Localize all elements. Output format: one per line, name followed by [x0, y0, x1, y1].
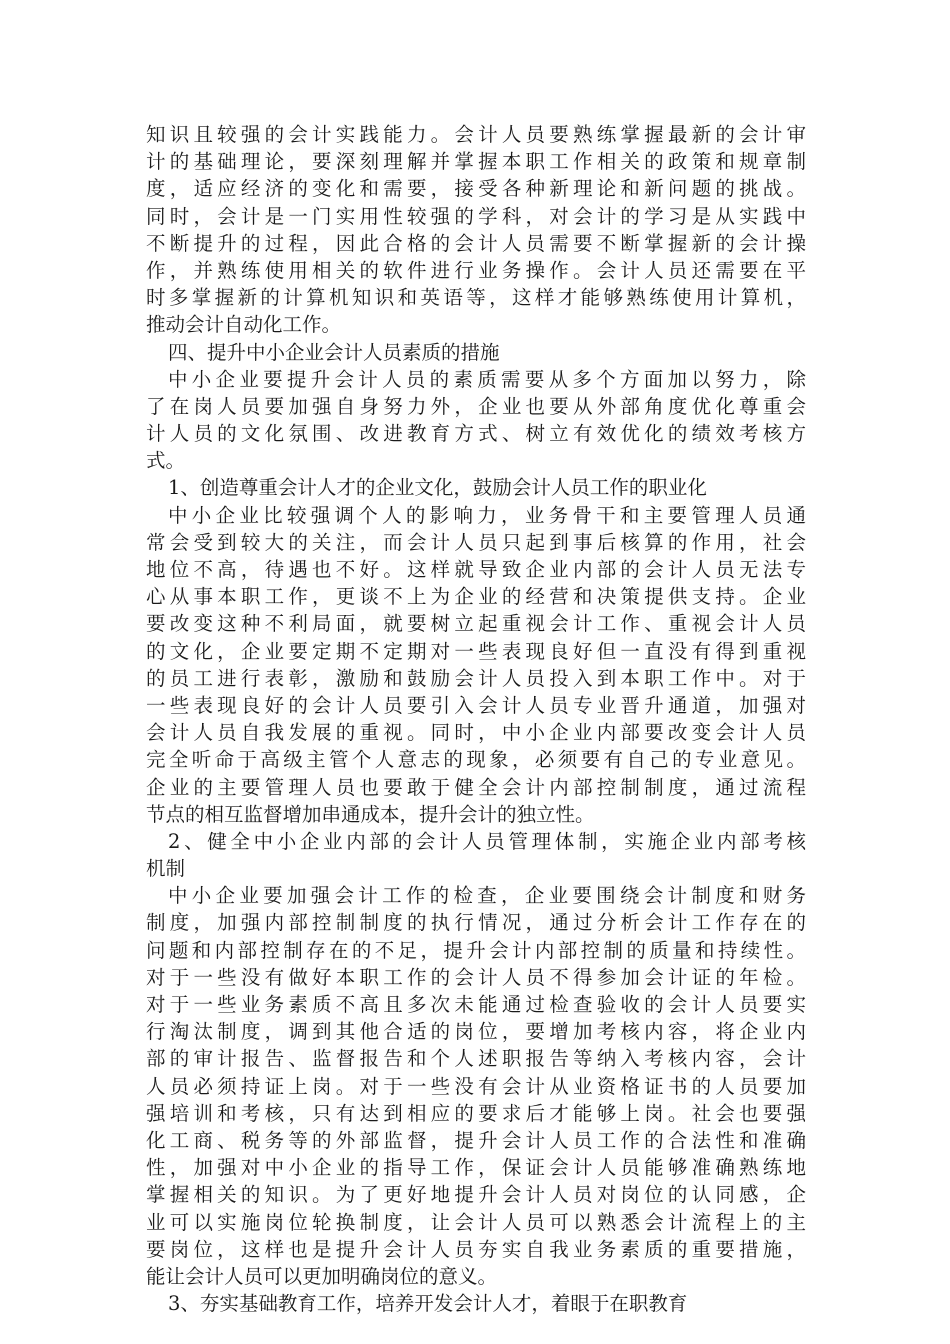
- text-line: 的文化，企业要定期不定期对一些表现良好但一直没有得到重视: [146, 639, 806, 663]
- text-line: 完全听命于高级主管个人意志的现象，必须要有自己的专业意见。: [146, 748, 806, 772]
- subsection-heading: 1、创造尊重会计人才的企业文化，鼓励会计人员工作的职业化: [168, 476, 707, 500]
- text-line: 对于一些没有做好本职工作的会计人员不得参加会计证的年检。: [146, 965, 806, 989]
- text-line: 能让会计人员可以更加明确岗位的意义。: [146, 1264, 498, 1288]
- text-line: 节点的相互监督增加串通成本，提升会计的独立性。: [146, 802, 595, 826]
- text-line: 不断提升的过程，因此合格的会计人员需要不断掌握新的会计操: [146, 231, 806, 255]
- text-line: 一些表现良好的会计人员要引入会计人员专业晋升通道，加强对: [146, 693, 806, 717]
- text-line: 性，加强对中小企业的指导工作，保证会计人员能够准确熟练地: [146, 1156, 806, 1180]
- text-line: 的员工进行表彰，激励和鼓励会计人员投入到本职工作中。对于: [146, 666, 806, 690]
- text-line: 强培训和考核，只有达到相应的要求后才能够上岗。社会也要强: [146, 1101, 806, 1125]
- text-line: 对于一些业务素质不高且多次未能通过检查验收的会计人员要实: [146, 993, 806, 1016]
- document-body: [146, 121, 806, 1317]
- text-line: 时多掌握新的计算机知识和英语等，这样才能够熟练使用计算机，: [146, 286, 806, 310]
- subsection-heading: 3、夯实基础教育工作，培养开发会计人才，着眼于在职教育: [168, 1292, 688, 1316]
- section-heading: 四、提升中小企业会计人员素质的措施: [168, 340, 500, 364]
- text-line: 化工商、税务等的外部监督，提升会计人员工作的合法性和准确: [146, 1128, 806, 1152]
- text-line: 知识且较强的会计实践能力。会计人员要熟练掌握最新的会计审: [146, 123, 806, 146]
- text-line: 常会受到较大的关注，而会计人员只起到事后核算的作用，社会: [146, 530, 806, 554]
- subsection-heading-continued: 机制: [146, 857, 186, 881]
- text-line: 掌握相关的知识。为了更好地提升会计人员对岗位的认同感，企: [146, 1183, 806, 1207]
- text-line: 问题和内部控制存在的不足，提升会计内部控制的质量和持续性。: [146, 938, 806, 962]
- text-line: 业可以实施岗位轮换制度，让会计人员可以熟悉会计流程上的主: [146, 1210, 806, 1234]
- text-line: 式。: [146, 449, 186, 473]
- text-line: 要改变这种不利局面，就要树立起重视会计工作、重视会计人员: [146, 612, 806, 636]
- text-line: 要岗位，这样也是提升会计人员夯实自我业务素质的重要措施，: [146, 1237, 806, 1261]
- subsection-heading: 2、健全中小企业内部的会计人员管理体制，实施企业内部考核: [168, 829, 806, 853]
- text-line: 度，适应经济的变化和需要，接受各种新理论和新问题的挑战。: [146, 177, 806, 201]
- text-line: 制度，加强内部控制制度的执行情况，通过分析会计工作存在的: [146, 911, 806, 935]
- text-line: 了在岗人员要加强自身努力外，企业也要从外部角度优化尊重会: [146, 394, 806, 418]
- text-line: 会计人员自我发展的重视。同时，中小企业内部要改变会计人员: [146, 721, 806, 745]
- text-line: 计的基础理论，要深刻理解并掌握本职工作相关的政策和规章制: [146, 150, 806, 174]
- text-line: 中小企业要提升会计人员的素质需要从多个方面加以努力，除: [168, 367, 806, 391]
- text-line: 同时，会计是一门实用性较强的学科，对会计的学习是从实践中: [146, 204, 806, 228]
- text-line: 中小企业比较强调个人的影响力，业务骨干和主要管理人员通: [168, 503, 806, 527]
- text-line: 行淘汰制度，调到其他合适的岗位，要增加考核内容，将企业内: [146, 1020, 806, 1044]
- text-line: 部的审计报告、监督报告和个人述职报告等纳入考核内容，会计: [146, 1047, 806, 1071]
- text-line: 人员必须持证上岗。对于一些没有会计从业资格证书的人员要加: [146, 1074, 806, 1098]
- text-line: 地位不高，待遇也不好。这样就导致企业内部的会计人员无法专: [146, 558, 806, 581]
- text-line: 心从事本职工作，更谈不上为企业的经营和决策提供支持。企业: [146, 585, 806, 609]
- text-line: 中小企业要加强会计工作的检查，企业要围绕会计制度和财务: [168, 884, 806, 908]
- text-line: 推动会计自动化工作。: [146, 313, 342, 337]
- text-line: 计人员的文化氛围、改进教育方式、树立有效优化的绩效考核方: [146, 422, 806, 446]
- text-line: 作，并熟练使用相关的软件进行业务操作。会计人员还需要在平: [146, 258, 806, 282]
- text-line: 企业的主要管理人员也要敢于健全会计内部控制制度，通过流程: [146, 775, 806, 799]
